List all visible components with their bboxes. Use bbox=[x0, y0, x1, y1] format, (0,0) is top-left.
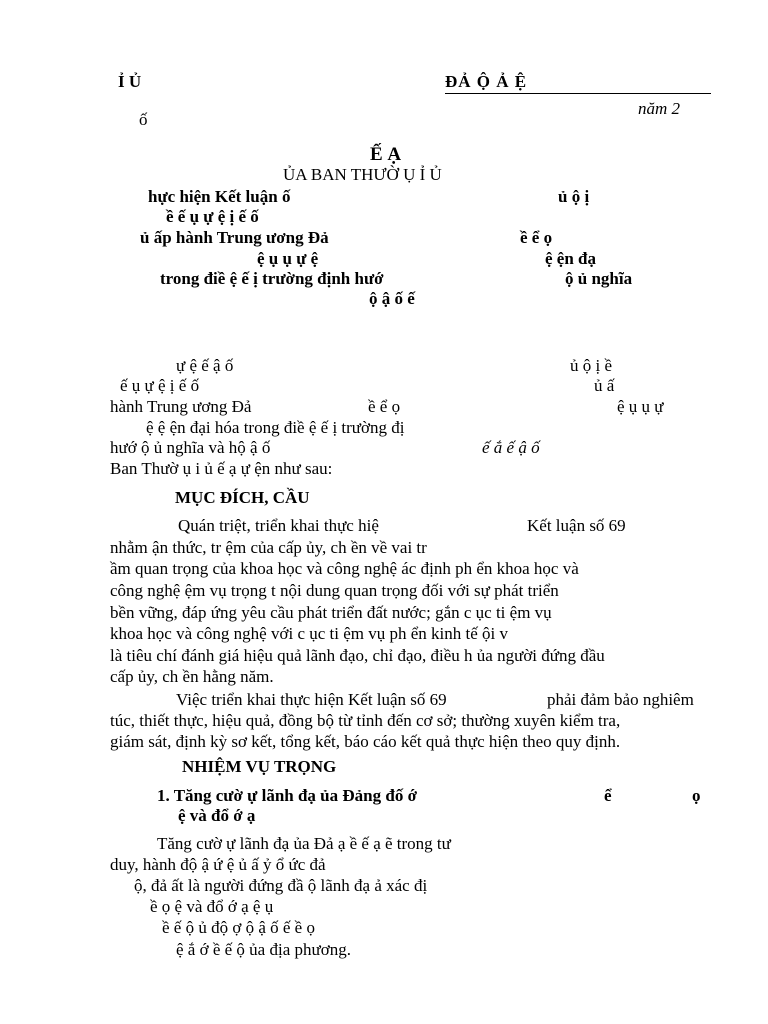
document-kind: Ế Ạ bbox=[370, 144, 402, 165]
item-1-body-line-4: ề ọ ệ và đổ ớ ạ ệ ụ bbox=[150, 897, 274, 916]
s1-p2-line-3: giám sát, định kỳ sơ kết, tổng kết, báo cáo kết quả thực hiện theo quy định. bbox=[110, 732, 621, 751]
s1-p2-line-1b: phải đảm bảo nghiêm bbox=[547, 690, 694, 709]
header-right: ĐẢ Ộ Ả Ệ bbox=[445, 72, 528, 91]
title-line-9: ộ ủ nghĩa bbox=[565, 269, 633, 288]
item-1-title-a: 1. Tăng cườ ự lãnh đạ ủa Đảng đố ớ bbox=[157, 786, 417, 805]
intro-line-3a: hành Trung ương Đả bbox=[110, 397, 252, 416]
title-line-6: ệ ụ ụ ự ệ bbox=[257, 249, 319, 268]
s1-p1-line-7: là tiêu chí đánh giá hiệu quả lãnh đạo, chỉ đạo, điều h ủa người đứng đầu bbox=[110, 646, 605, 665]
intro-line-5b: ế ắ ế ậ ố bbox=[482, 438, 540, 457]
item-1-body-line-2: duy, hành độ ậ ứ ệ ủ ấ ỷ ổ ức đả bbox=[110, 855, 326, 874]
intro-line-5a: hướ ộ ủ nghĩa và hộ ậ ố bbox=[110, 438, 271, 457]
title-line-2: ủ ộ ị bbox=[558, 187, 590, 206]
s1-p1-line-5: bền vững, đáp ứng yêu cầu phát triển đất nước; gắn c ục ti ệm vụ bbox=[110, 603, 552, 622]
intro-line-2a: ế ụ ự ệ ị ế ố bbox=[120, 376, 200, 395]
header-date: năm 2 bbox=[638, 99, 681, 118]
item-1-title-d: ệ và đổ ớ ạ bbox=[178, 806, 256, 825]
header-underline bbox=[445, 93, 711, 94]
section-1-heading: MỤC ĐÍCH, CẦU bbox=[175, 488, 310, 507]
title-line-5: ề ể ọ bbox=[520, 228, 553, 247]
item-1-body-line-5: ề ế ộ ủ độ ợ ộ ậ ố ế ề ọ bbox=[162, 918, 315, 937]
item-1-body-line-6: ệ ắ ớ ề ế ộ ủa địa phương. bbox=[176, 940, 351, 959]
item-1-title-c: ọ bbox=[692, 786, 701, 805]
s1-p2-line-1a: Việc triển khai thực hiện Kết luận số 69 bbox=[176, 690, 447, 709]
s1-p1-line-1a: Quán triệt, triển khai thực hiệ bbox=[178, 516, 379, 535]
s1-p1-line-3: ầm quan trọng của khoa học và công nghệ ác định ph ển khoa học và bbox=[110, 559, 579, 578]
title-line-4: ủ ấp hành Trung ương Đả bbox=[140, 228, 329, 247]
document-issuer: ỦA BAN THƯỜ Ụ Ỉ Ủ bbox=[283, 165, 442, 184]
intro-line-1b: ủ ộ ị ề bbox=[570, 356, 613, 375]
intro-line-3b: ề ể ọ bbox=[368, 397, 401, 416]
intro-line-4: ệ ệ ện đại hóa trong điề ệ ế ị trường đị bbox=[146, 418, 405, 437]
item-1-title-b: ể bbox=[604, 786, 612, 805]
intro-line-2b: ủ ấ bbox=[594, 376, 615, 395]
item-1-body-line-3: ộ, đả ất là người đứng đầ ộ lãnh đạ ả xác đị bbox=[134, 876, 428, 895]
title-line-3: ề ế ụ ự ệ ị ế ố bbox=[166, 207, 259, 226]
intro-line-3c: ệ ụ ụ ự bbox=[617, 397, 664, 416]
s1-p1-line-2: nhằm ận thức, tr ệm của cấp ủy, ch ền về vai tr bbox=[110, 538, 427, 557]
s1-p1-line-6: khoa học và công nghệ với c ục ti ệm vụ ph ển kinh tế ội v bbox=[110, 624, 509, 643]
intro-line-1a: ự ệ ế ậ ố bbox=[176, 356, 234, 375]
header-left-sub: ố bbox=[139, 110, 148, 129]
title-line-10: ộ ậ ố ế bbox=[369, 289, 415, 308]
title-line-7: ệ ện đạ bbox=[545, 249, 596, 268]
item-1-body-line-1: Tăng cườ ự lãnh đạ ủa Đả ạ ề ế ạ ẽ trong tư bbox=[157, 834, 451, 853]
intro-line-6: Ban Thườ ụ i ủ ế ạ ự ện như sau: bbox=[110, 459, 333, 478]
s1-p1-line-4: công nghệ ệm vụ trọng t nội dung quan trọng đối với sự phát triển bbox=[110, 581, 559, 600]
title-line-8: trong điề ệ ế ị trường định hướ bbox=[160, 269, 384, 288]
title-line-1: hực hiện Kết luận ố bbox=[148, 187, 291, 206]
section-2-heading: NHIỆM VỤ TRỌNG bbox=[182, 757, 337, 776]
s1-p1-line-8: cấp ủy, ch ền hằng năm. bbox=[110, 667, 274, 686]
s1-p1-line-1b: Kết luận số 69 bbox=[527, 516, 626, 535]
s1-p2-line-2: túc, thiết thực, hiệu quả, đồng bộ từ tỉnh đến cơ sở; thường xuyên kiểm tra, bbox=[110, 711, 621, 730]
header-left: Ỉ Ủ bbox=[118, 72, 142, 91]
